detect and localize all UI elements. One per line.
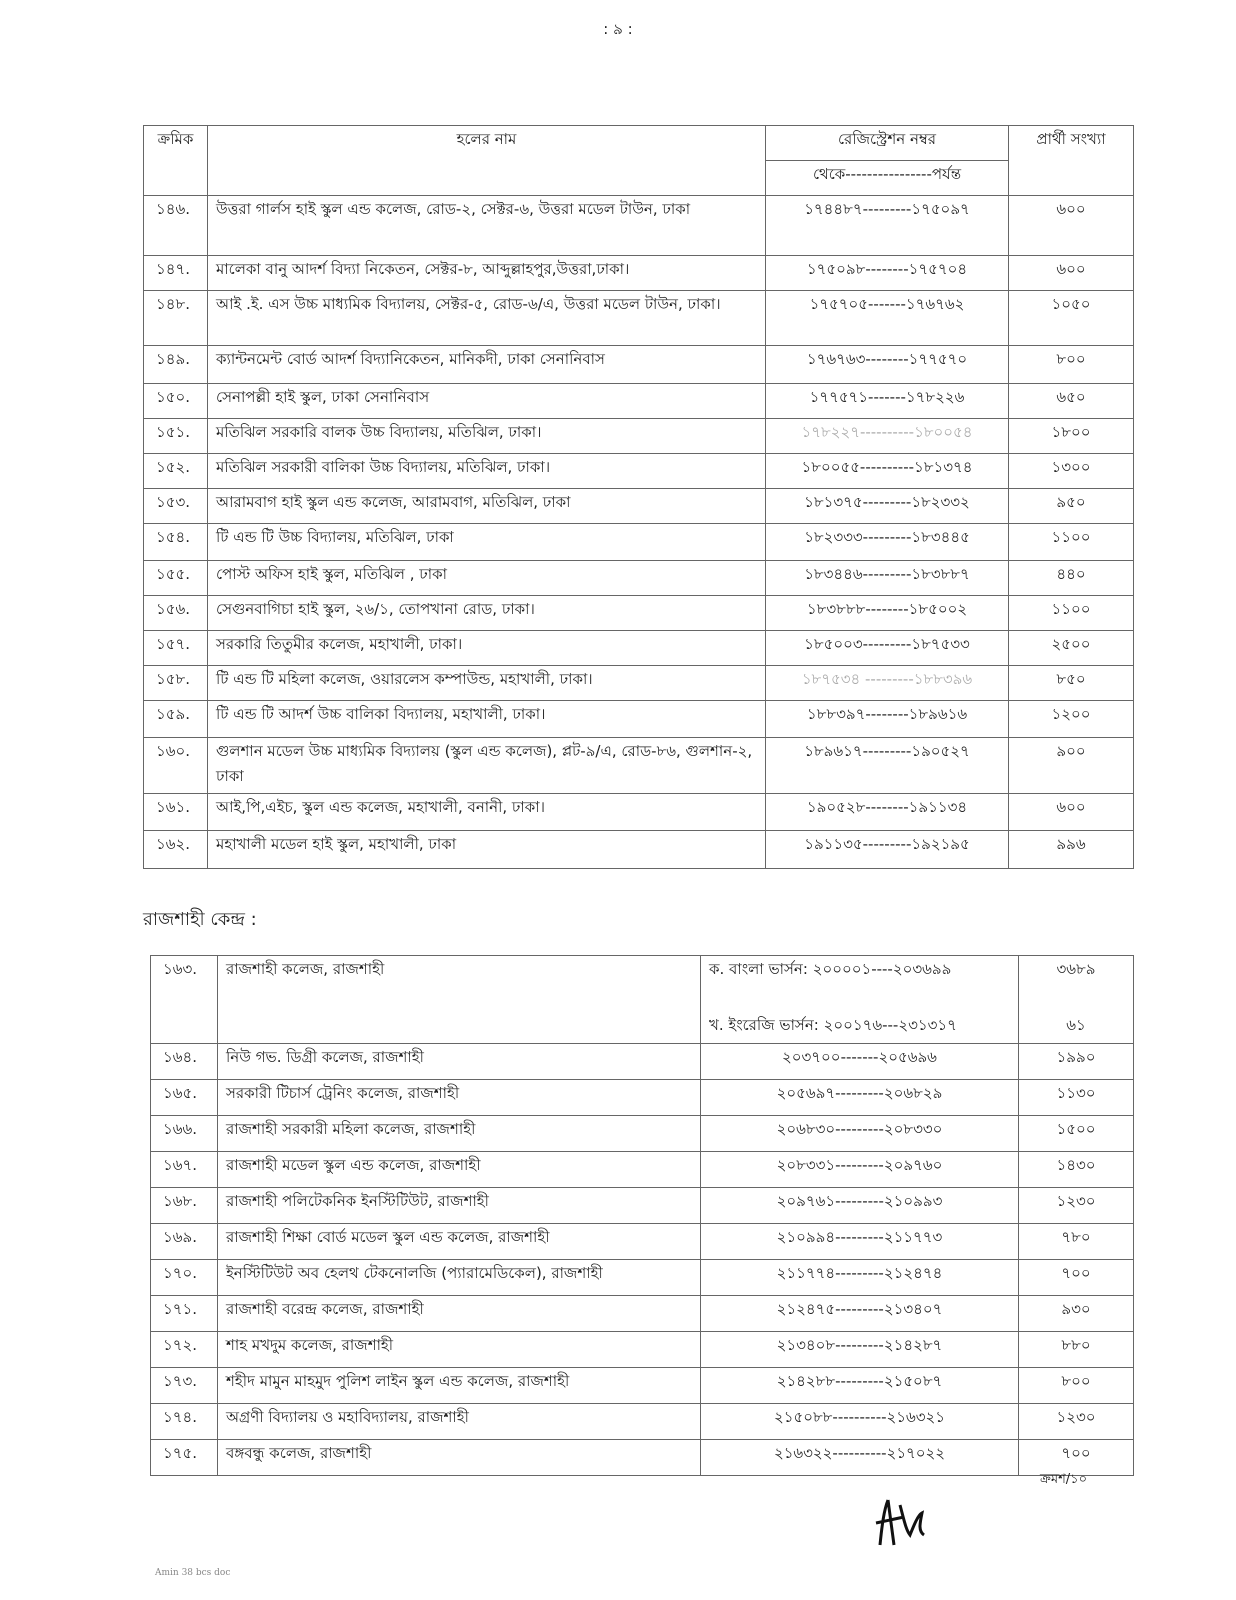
registration-range: ২০৬৮৩০---------২০৮৩৩০ xyxy=(701,1116,1019,1152)
candidate-count: ১২৩০ xyxy=(1019,1188,1134,1224)
header-serial: ক্রমিক xyxy=(144,126,208,196)
serial: ১৪৮. xyxy=(144,291,208,346)
table-row xyxy=(144,196,1134,256)
registration-range: ১৭৬৭৬৩--------১৭৭৫৭০ xyxy=(766,346,1009,384)
registration-range: ২১৪২৮৮---------২১৫০৮৭ xyxy=(701,1368,1019,1404)
hall-name: সেনাপল্লী হাই স্কুল, ঢাকা সেনানিবাস xyxy=(208,384,766,419)
hall-name: সেগুনবাগিচা হাই স্কুল, ২৬/১, তোপখানা রোড, ঢাকা। xyxy=(208,596,766,631)
header-reg-range: থেকে----------------পর্যন্ত xyxy=(766,161,1009,196)
candidate-count: ৬০০ xyxy=(1009,256,1134,291)
candidate-count: ১১০০ xyxy=(1009,596,1134,631)
hall-name: শহীদ মামুন মাহমুদ পুলিশ লাইন স্কুল এন্ড কলেজ, রাজশাহী xyxy=(218,1368,701,1404)
serial: ১৬৩. xyxy=(151,956,218,1044)
candidate-count: ৬৫০ xyxy=(1009,384,1134,419)
registration-range: ১৮৮৩৯৭--------১৮৯৬১৬ xyxy=(766,701,1009,738)
hall-name: ক্যান্টনমেন্ট বোর্ড আদর্শ বিদ্যানিকেতন, মানিকদী, ঢাকা সেনানিবাস xyxy=(208,346,766,384)
serial: ১৫৭. xyxy=(144,631,208,666)
section-title-rajshahi: রাজশাহী কেন্দ্র : xyxy=(143,909,257,930)
candidate-count: ৮৫০ xyxy=(1009,666,1134,701)
dhaka-centers-table xyxy=(143,125,1134,869)
page-number: : ৯ : xyxy=(603,20,633,38)
bangla-version-count: ৩৬৮৯ xyxy=(1056,960,1096,978)
serial: ১৫০. xyxy=(144,384,208,419)
table-row xyxy=(144,596,1134,631)
hall-name: আরামবাগ হাই স্কুল এন্ড কলেজ, আরামবাগ, মতিঝিল, ঢাকা xyxy=(208,489,766,524)
hall-name: রাজশাহী সরকারী মহিলা কলেজ, রাজশাহী xyxy=(218,1116,701,1152)
candidate-count: ৯৫০ xyxy=(1009,489,1134,524)
candidate-count: ১৫০০ xyxy=(1019,1116,1134,1152)
serial: ১৬৮. xyxy=(151,1188,218,1224)
candidate-count: ৭০০ xyxy=(1019,1260,1134,1296)
registration-range: ১৮৫০০৩---------১৮৭৫৩৩ xyxy=(766,631,1009,666)
serial: ১৭১. xyxy=(151,1296,218,1332)
registration-range: ১৭৭৫৭১-------১৭৮২২৬ xyxy=(766,384,1009,419)
serial: ১৭৪. xyxy=(151,1404,218,1440)
registration-range: ১৭৮২২৭----------১৮০০৫৪ xyxy=(766,419,1009,454)
candidate-count: ৯৩০ xyxy=(1019,1296,1134,1332)
serial: ১৫২. xyxy=(144,454,208,489)
serial: ১৬১. xyxy=(144,794,208,831)
registration-range: ১৭৫৭০৫-------১৭৬৭৬২ xyxy=(766,291,1009,346)
table-row xyxy=(144,256,1134,291)
serial: ১৬৬. xyxy=(151,1116,218,1152)
serial: ১৫৩. xyxy=(144,489,208,524)
serial: ১৫৬. xyxy=(144,596,208,631)
table-row xyxy=(144,454,1134,489)
hall-name: মহাখালী মডেল হাই স্কুল, মহাখালী, ঢাকা xyxy=(208,831,766,869)
candidate-count: ১৪৩০ xyxy=(1019,1152,1134,1188)
candidate-count: ৯০০ xyxy=(1009,738,1134,794)
serial: ১৬৭. xyxy=(151,1152,218,1188)
table-row xyxy=(151,1224,1134,1260)
table-row xyxy=(151,956,1134,1044)
hall-name: রাজশাহী শিক্ষা বোর্ড মডেল স্কুল এন্ড কলেজ, রাজশাহী xyxy=(218,1224,701,1260)
rajshahi-centers-table xyxy=(150,955,1134,1476)
candidate-count: ১৮০০ xyxy=(1009,419,1134,454)
candidate-count: ৯৯৬ xyxy=(1009,831,1134,869)
hall-name: রাজশাহী মডেল স্কুল এন্ড কলেজ, রাজশাহী xyxy=(218,1152,701,1188)
table-row xyxy=(144,384,1134,419)
registration-range: ১৭৪৪৮৭---------১৭৫০৯৭ xyxy=(766,196,1009,256)
table-row xyxy=(151,1260,1134,1296)
table-row xyxy=(144,561,1134,596)
hall-name: পোস্ট অফিস হাই স্কুল, মতিঝিল , ঢাকা xyxy=(208,561,766,596)
candidate-count: ৮০০ xyxy=(1019,1368,1134,1404)
registration-range: ১৮২৩৩৩---------১৮৩৪৪৫ xyxy=(766,524,1009,561)
serial: ১৫১. xyxy=(144,419,208,454)
table-row xyxy=(144,738,1134,794)
candidate-count: ৮৮০ xyxy=(1019,1332,1134,1368)
table-row xyxy=(151,1116,1134,1152)
candidate-count: ১৯৯০ xyxy=(1019,1044,1134,1080)
table-row xyxy=(144,666,1134,701)
registration-range xyxy=(701,956,1019,1044)
candidate-count: ১১০০ xyxy=(1009,524,1134,561)
table-row xyxy=(144,524,1134,561)
hall-name: নিউ গভ. ডিগ্রী কলেজ, রাজশাহী xyxy=(218,1044,701,1080)
registration-range: ২১৬৩২২----------২১৭০২২ xyxy=(701,1440,1019,1476)
candidate-count xyxy=(1019,956,1134,1044)
signature xyxy=(870,1495,940,1554)
registration-range: ২০৯৭৬১---------২১০৯৯৩ xyxy=(701,1188,1019,1224)
english-version-count: ৬১ xyxy=(1066,1016,1086,1034)
hall-name: মালেকা বানু আদর্শ বিদ্যা নিকেতন, সেক্টর-৮, আব্দুল্লাহপুর,উত্তরা,ঢাকা। xyxy=(208,256,766,291)
candidate-count: ৪৪০ xyxy=(1009,561,1134,596)
serial: ১৬৫. xyxy=(151,1080,218,1116)
candidate-count: ৭০০ xyxy=(1019,1440,1134,1476)
hall-name: উত্তরা গার্লস হাই স্কুল এন্ড কলেজ, রোড-২, সেক্টর-৬, উত্তরা মডেল টাউন, ঢাকা xyxy=(208,196,766,256)
hall-name: বঙ্গবন্ধু কলেজ, রাজশাহী xyxy=(218,1440,701,1476)
hall-name: গুলশান মডেল উচ্চ মাধ্যমিক বিদ্যালয় (স্কুল এন্ড কলেজ), প্লট-৯/এ, রোড-৮৬, গুলশান-২, ঢাকা xyxy=(208,738,766,794)
table-row xyxy=(151,1368,1134,1404)
candidate-count: ৬০০ xyxy=(1009,794,1134,831)
hall-name: রাজশাহী পলিটেকনিক ইনস্টিটিউট, রাজশাহী xyxy=(218,1188,701,1224)
serial: ১৬৯. xyxy=(151,1224,218,1260)
registration-range: ১৭৫০৯৮--------১৭৫৭০৪ xyxy=(766,256,1009,291)
registration-range: ১৮৩৪৪৬---------১৮৩৮৮৭ xyxy=(766,561,1009,596)
hall-name: রাজশাহী বরেন্দ্র কলেজ, রাজশাহী xyxy=(218,1296,701,1332)
serial: ১৭৩. xyxy=(151,1368,218,1404)
hall-name: টি এন্ড টি মহিলা কলেজ, ওয়ারলেস কম্পাউন্ড, মহাখালী, ঢাকা। xyxy=(208,666,766,701)
table-row xyxy=(151,1080,1134,1116)
hall-name: রাজশাহী কলেজ, রাজশাহী xyxy=(218,956,701,1044)
header-hall-name: হলের নাম xyxy=(208,126,766,196)
registration-range: ১৮০০৫৫----------১৮১৩৭৪ xyxy=(766,454,1009,489)
registration-range: ২১০৯৯৪---------২১১৭৭৩ xyxy=(701,1224,1019,1260)
serial: ১৭২. xyxy=(151,1332,218,1368)
candidate-count: ৮০০ xyxy=(1009,346,1134,384)
serial: ১৭০. xyxy=(151,1260,218,1296)
header-registration: রেজিস্ট্রেশন নম্বর xyxy=(766,126,1009,161)
serial: ১৪৭. xyxy=(144,256,208,291)
candidate-count: ১৩০০ xyxy=(1009,454,1134,489)
serial: ১৫৮. xyxy=(144,666,208,701)
serial: ১৭৫. xyxy=(151,1440,218,1476)
serial: ১৫৫. xyxy=(144,561,208,596)
serial: ১৪৯. xyxy=(144,346,208,384)
candidate-count: ৬০০ xyxy=(1009,196,1134,256)
registration-range: ২১৩৪০৮---------২১৪২৮৭ xyxy=(701,1332,1019,1368)
file-label: Amin 38 bcs doc xyxy=(155,1568,231,1578)
registration-range: ২০৩৭০০-------২০৫৬৯৬ xyxy=(701,1044,1019,1080)
serial: ১৬০. xyxy=(144,738,208,794)
registration-range: ১৯০৫২৮--------১৯১১৩৪ xyxy=(766,794,1009,831)
hall-name: টি এন্ড টি আদর্শ উচ্চ বালিকা বিদ্যালয়, মহাখালী, ঢাকা। xyxy=(208,701,766,738)
continued-label: ক্রমশ/১০ xyxy=(1040,1472,1088,1487)
table-row xyxy=(151,1440,1134,1476)
candidate-count: ৭৮০ xyxy=(1019,1224,1134,1260)
hall-name: টি এন্ড টি উচ্চ বিদ্যালয়, মতিঝিল, ঢাকা xyxy=(208,524,766,561)
registration-range: ১৮১৩৭৫---------১৮২৩৩২ xyxy=(766,489,1009,524)
serial: ১৪৬. xyxy=(144,196,208,256)
serial: ১৬২. xyxy=(144,831,208,869)
table-row xyxy=(144,291,1134,346)
registration-range: ২১১৭৭৪---------২১২৪৭৪ xyxy=(701,1260,1019,1296)
registration-range: ২০৫৬৯৭---------২০৬৮২৯ xyxy=(701,1080,1019,1116)
candidate-count: ১২৩০ xyxy=(1019,1404,1134,1440)
hall-name: সরকারী টিচার্স ট্রেনিং কলেজ, রাজশাহী xyxy=(218,1080,701,1116)
table-row xyxy=(151,1332,1134,1368)
hall-name: আই .ই. এস উচ্চ মাধ্যমিক বিদ্যালয়, সেক্টর-৫, রোড-৬/এ, উত্তরা মডেল টাউন, ঢাকা। xyxy=(208,291,766,346)
hall-name: আই,পি,এইচ, স্কুল এন্ড কলেজ, মহাখালী, বনানী, ঢাকা। xyxy=(208,794,766,831)
table-row xyxy=(151,1188,1134,1224)
header-candidate-count: প্রার্থী সংখ্যা xyxy=(1009,126,1134,196)
registration-range: ২০৮৩৩১---------২০৯৭৬০ xyxy=(701,1152,1019,1188)
registration-range: ১৯১১৩৫---------১৯২১৯৫ xyxy=(766,831,1009,869)
table-row xyxy=(144,631,1134,666)
hall-name: মতিঝিল সরকারী বালিকা উচ্চ বিদ্যালয়, মতিঝিল, ঢাকা। xyxy=(208,454,766,489)
table-row xyxy=(144,701,1134,738)
candidate-count: ১২০০ xyxy=(1009,701,1134,738)
serial: ১৬৪. xyxy=(151,1044,218,1080)
table-row xyxy=(151,1296,1134,1332)
table-row xyxy=(144,419,1134,454)
bangla-version-range: ক. বাংলা ভার্সন: ২০০০০১----২০৩৬৯৯ xyxy=(709,960,952,978)
table-row xyxy=(144,489,1134,524)
hall-name: ইনস্টিটিউট অব হেলথ টেকনোলজি (প্যারামেডিকেল), রাজশাহী xyxy=(218,1260,701,1296)
candidate-count: ১০৫০ xyxy=(1009,291,1134,346)
registration-range: ১৮৭৫৩৪ ---------১৮৮৩৯৬ xyxy=(766,666,1009,701)
hall-name: শাহ মখদুম কলেজ, রাজশাহী xyxy=(218,1332,701,1368)
serial: ১৫৪. xyxy=(144,524,208,561)
english-version-range: খ. ইংরেজি ভার্সন: ২০০১৭৬---২৩১৩১৭ xyxy=(709,1016,957,1034)
hall-name: সরকারি তিতুমীর কলেজ, মহাখালী, ঢাকা। xyxy=(208,631,766,666)
table-row xyxy=(151,1404,1134,1440)
registration-range: ২১২৪৭৫---------২১৩৪০৭ xyxy=(701,1296,1019,1332)
candidate-count: ২৫০০ xyxy=(1009,631,1134,666)
hall-name: অগ্রণী বিদ্যালয় ও মহাবিদ্যালয়, রাজশাহী xyxy=(218,1404,701,1440)
serial: ১৫৯. xyxy=(144,701,208,738)
table-row xyxy=(144,346,1134,384)
registration-range: ১৮৩৮৮৮--------১৮৫০০২ xyxy=(766,596,1009,631)
table-row xyxy=(144,794,1134,831)
hall-name: মতিঝিল সরকারি বালক উচ্চ বিদ্যালয়, মতিঝিল, ঢাকা। xyxy=(208,419,766,454)
table-row xyxy=(144,831,1134,869)
registration-range: ১৮৯৬১৭---------১৯০৫২৭ xyxy=(766,738,1009,794)
table-row xyxy=(151,1044,1134,1080)
candidate-count: ১১৩০ xyxy=(1019,1080,1134,1116)
table-row xyxy=(151,1152,1134,1188)
registration-range: ২১৫০৮৮----------২১৬৩২১ xyxy=(701,1404,1019,1440)
